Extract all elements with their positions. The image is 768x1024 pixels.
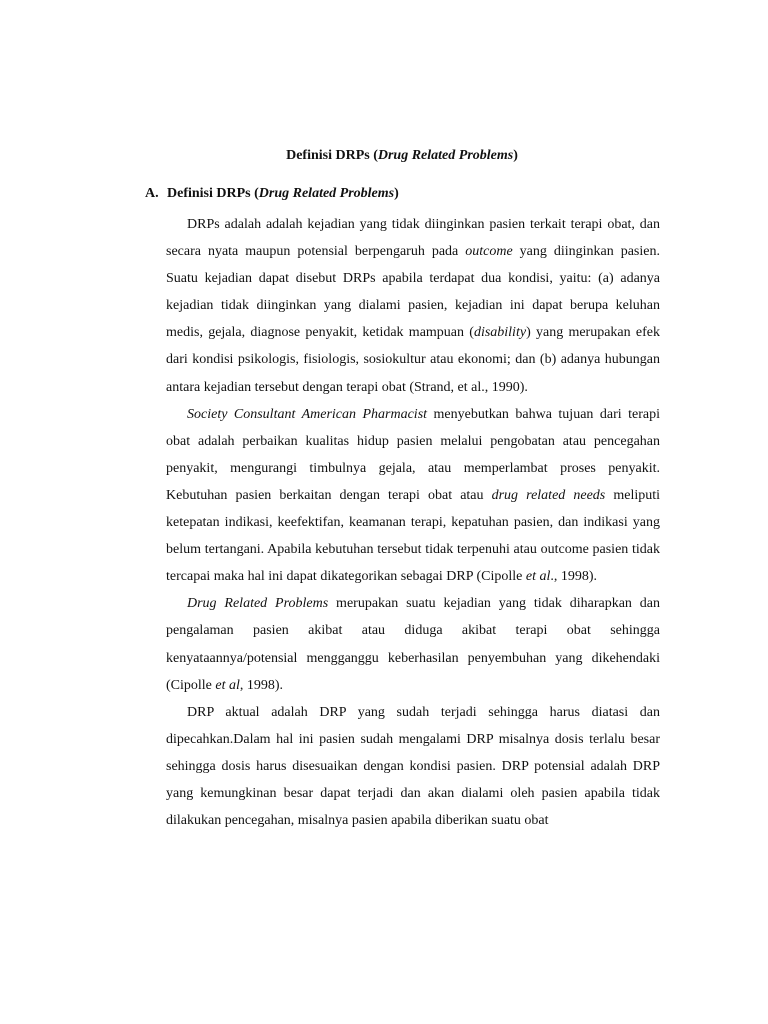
italic-segment: Society Consultant American Pharmacist xyxy=(187,406,428,422)
text-segment: menyebutkan bahwa tujuan dari terapi obat adalah perbaikan kualitas hidup pasien melalui pengobatan atau pencegahan penyakit, mengurangi timbulnya gejala, atau memperlambat proses penyakit. Kebutuhan pasien berkaitan dengan terapi obat atau xyxy=(166,406,660,503)
paragraph xyxy=(166,211,660,401)
italic-segment: outcome xyxy=(465,244,513,260)
page-title xyxy=(0,147,768,165)
paragraph xyxy=(166,590,660,698)
paragraph xyxy=(166,401,660,591)
text-segment: , 1998). xyxy=(239,677,284,693)
italic-segment: et al xyxy=(215,677,240,693)
text-segment: merupakan suatu kejadian yang tidak diharapkan dan pengalaman pasien akibat atau diduga akibat terapi obat sehingga kenyataannya/potensial mengganggu keberhasilan penyembuhan yang dikehendaki (Cipolle xyxy=(166,596,660,693)
text-segment: ) yang merupakan efek dari kondisi psikologis, fisiologis, sosiokultur atau ekonomi; dan (b) adanya hubungan antara kejadian tersebut dengan terapi obat (Strand, et al., 1990). xyxy=(166,325,660,395)
text-segment: meliputi ketepatan indikasi, keefektifan, keamanan terapi, kepatuhan pasien, dan indikasi yang belum tertangani. Apabila kebutuhan tersebut tidak terpenuhi atau outcome pasien tidak tercapai maka hal ini dapat dikategorikan sebagai DRP (Cipolle xyxy=(166,487,660,585)
section-heading-text: Definisi DRPs ( xyxy=(167,186,259,201)
section-heading-italic: Drug Related Problems xyxy=(258,186,395,201)
italic-segment: et al xyxy=(525,569,551,585)
text-segment: yang diinginkan pasien. Suatu kejadian dapat disebut DRPs apabila terdapat dua kondisi, yaitu: (a) adanya kejadian tidak diinginkan yang dialami pasien, kejadian ini dapat berupa keluhan medis, gejala, diagnose penyakit, ketidak mampuan ( xyxy=(166,244,660,341)
title-text: Definisi DRPs ( xyxy=(286,148,378,163)
title-close: ) xyxy=(513,148,518,163)
body-text xyxy=(166,211,660,834)
text-segment: DRP aktual adalah DRP yang sudah terjadi sehingga harus diatasi dan dipecahkan.Dalam hal ini pasien sudah mengalami DRP misalnya dosis terlalu besar sehingga dosis harus disesuaikan dengan kondisi pasien. DRP potensial adalah DRP yang kemungkinan besar dapat terjadi dan akan dialami oleh pasien apabila tidak dilakukan pencegahan, misalnya pasien apabila diberikan suatu obat xyxy=(166,704,660,829)
italic-segment: Drug Related Problems xyxy=(187,596,329,612)
title-italic: Drug Related Problems xyxy=(377,148,514,163)
paragraph xyxy=(166,699,660,834)
section-heading-a xyxy=(145,185,399,203)
italic-segment: drug related needs xyxy=(491,487,606,503)
text-segment: ., 1998). xyxy=(550,569,598,585)
section-heading-close: ) xyxy=(394,186,399,201)
section-marker: A. xyxy=(145,186,159,201)
text-segment: DRPs adalah adalah kejadian yang tidak diinginkan pasien terkait terapi obat, dan secara nyata maupun potensial berpengaruh pada xyxy=(166,217,660,260)
italic-segment: disability xyxy=(473,325,527,341)
